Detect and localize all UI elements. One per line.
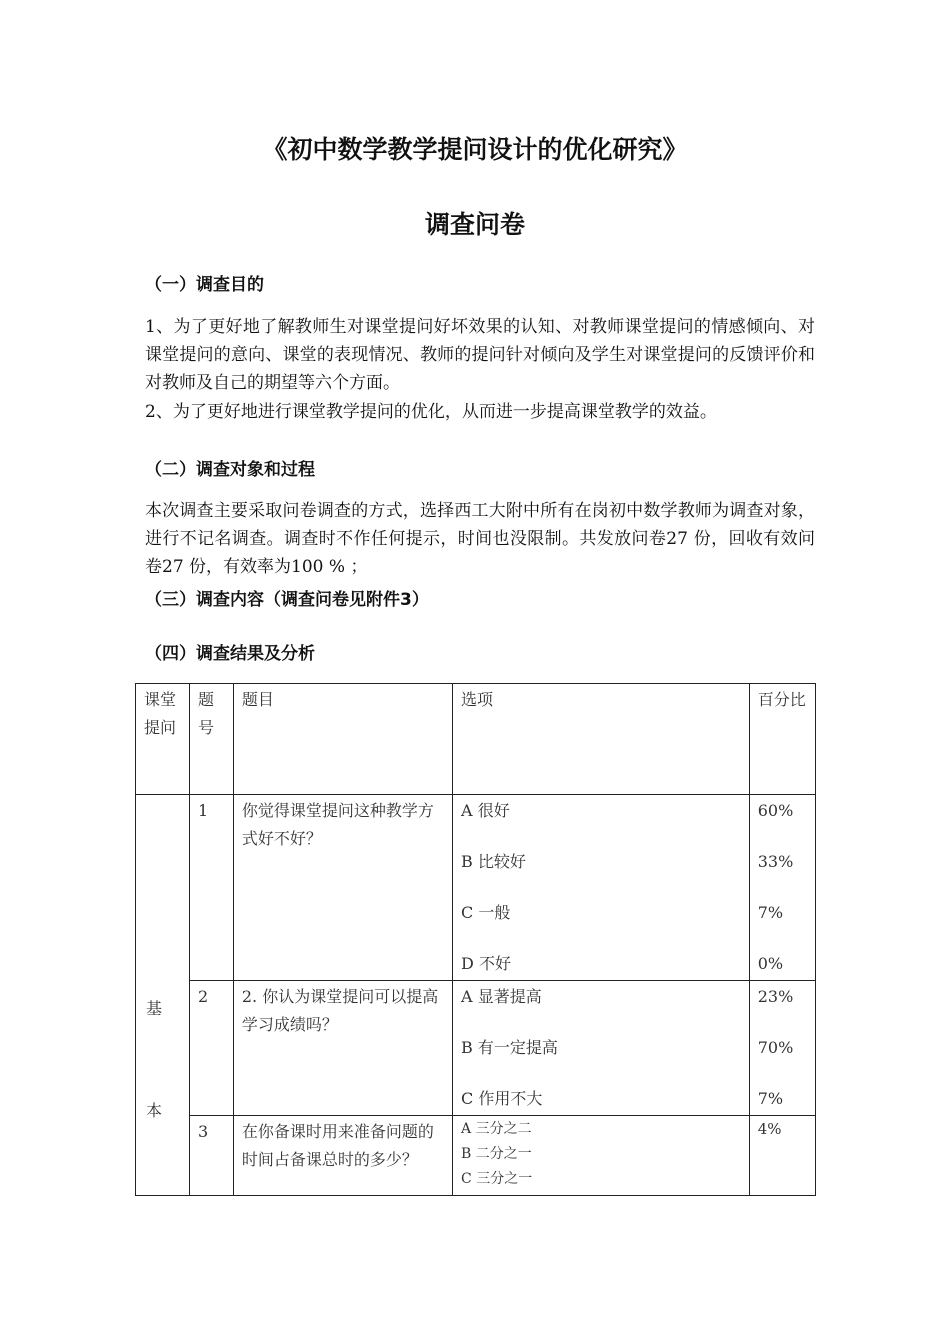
category-char: 本	[146, 1101, 163, 1120]
header-percent: 百分比	[749, 684, 815, 795]
percent-value: 60%	[757, 801, 794, 820]
percent-value: 0%	[757, 954, 784, 973]
option-item: A 显著提高	[461, 987, 542, 1006]
header-question: 题目	[233, 684, 452, 795]
document-subtitle: 调查问卷	[424, 210, 525, 239]
section-heading-purpose: （一）调查目的	[145, 275, 264, 295]
option-item: A 三分之二	[461, 1121, 532, 1137]
question-number: 3	[190, 1116, 234, 1196]
table-row	[136, 1116, 816, 1196]
document-title: 《初中数学教学提问设计的优化研究》	[262, 135, 688, 164]
table-row	[136, 981, 816, 1116]
subjects-paragraph: 本次调查主要采取问卷调查的方式，选择西工大附中所有在岗初中数学教师为调查对象，进行不记名调查。调查时不作任何提示，时间也没限制。共发放问卷27 份，回收有效问卷27 份，有效率为100 % ；	[145, 501, 815, 577]
percent-value: 7%	[757, 1089, 784, 1108]
header-category: 课堂提问	[136, 684, 190, 795]
option-item: C 三分之一	[461, 1171, 533, 1187]
percent-value: 33%	[757, 852, 794, 871]
percent-value: 70%	[757, 1038, 794, 1057]
percent-cell	[749, 795, 815, 981]
purpose-paragraph-2: 2、为了更好地进行课堂教学提问的优化，从而进一步提高课堂教学的效益。	[145, 402, 717, 422]
option-item: B 有一定提高	[461, 1038, 558, 1057]
section-heading-subjects: （二）调查对象和过程	[145, 460, 315, 480]
question-number: 1	[190, 795, 234, 981]
options-cell	[453, 795, 750, 981]
category-char: 基	[146, 999, 163, 1018]
percent-value: 7%	[757, 903, 784, 922]
survey-results-table	[135, 683, 816, 1196]
purpose-paragraph-1: 1、为了更好地了解教师生对课堂提问好坏效果的认知、对教师课堂提问的情感倾向、对课堂提问的意向、课堂的表现情况、教师的提问针对倾向及学生对课堂提问的反馈评价和对教师及自己的期望等六个方面。	[145, 317, 815, 393]
section-heading-results: （四）调查结果及分析	[145, 644, 315, 664]
option-item: C 一般	[461, 903, 511, 922]
percent-cell	[749, 981, 815, 1116]
options-cell	[453, 981, 750, 1116]
option-item: B 比较好	[461, 852, 526, 871]
option-item: A 很好	[461, 801, 510, 820]
question-text: 在你备课时用来准备问题的时间占备课总时的多少？	[233, 1116, 452, 1196]
header-number: 题号	[190, 684, 234, 795]
percent-value: 4%	[757, 1120, 782, 1138]
question-number: 2	[190, 981, 234, 1116]
percent-value: 23%	[757, 987, 794, 1006]
option-item: C 作用不大	[461, 1089, 543, 1108]
question-text: 你觉得课堂提问这种教学方式好不好？	[233, 795, 452, 981]
table-row	[136, 795, 816, 981]
category-cell	[136, 795, 190, 1196]
question-text: 2. 你认为课堂提问可以提高学习成绩吗？	[233, 981, 452, 1116]
percent-cell	[749, 1116, 815, 1196]
option-item: D 不好	[461, 954, 511, 973]
option-item: B 二分之一	[461, 1146, 532, 1162]
options-cell	[453, 1116, 750, 1196]
table-header-row	[136, 684, 816, 795]
section-heading-content: （三）调查内容（调查问卷见附件3）	[145, 590, 429, 610]
header-options: 选项	[453, 684, 750, 795]
